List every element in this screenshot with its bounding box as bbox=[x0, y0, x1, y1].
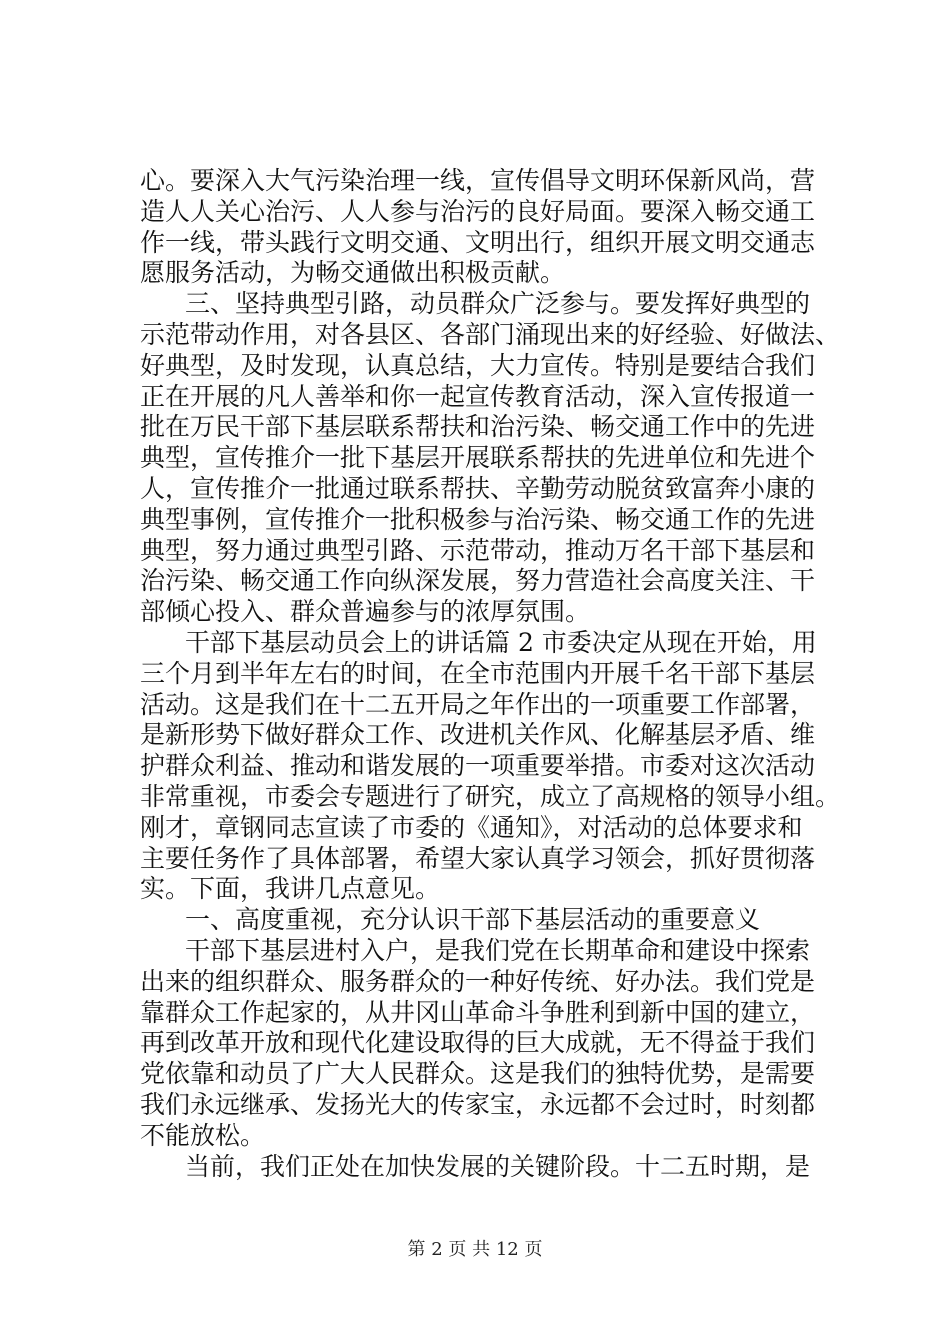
text-line: 主要任务作了具体部署，希望大家认真学习领会，抓好贯彻落 bbox=[140, 843, 816, 873]
text-line: 护群众利益、推动和谐发展的一项重要举措。市委对这次活动 bbox=[140, 751, 816, 781]
document-body bbox=[140, 166, 840, 1182]
text-line: 正在开展的凡人善举和你一起宣传教育活动，深入宣传报道一 bbox=[140, 381, 816, 411]
text-line: 心。要深入大气污染治理一线，宣传倡导文明环保新风尚，营 bbox=[140, 166, 816, 195]
text-line: 当前，我们正处在加快发展的关键阶段。十二五时期，是 bbox=[185, 1151, 811, 1181]
text-line: 干部下基层动员会上的讲话篇 2 市委决定从现在开始，用 bbox=[185, 627, 817, 657]
text-line: 三、坚持典型引路，动员群众广泛参与。要发挥好典型的 bbox=[185, 289, 811, 319]
text-line: 作一线，带头践行文明交通、文明出行，组织开展文明交通志 bbox=[140, 227, 816, 257]
page-footer: 第 2 页 共 12 页 bbox=[407, 1239, 543, 1260]
text-line: 三个月到半年左右的时间，在全市范围内开展千名干部下基层 bbox=[140, 658, 816, 688]
text-line: 活动。这是我们在十二五开局之年作出的一项重要工作部署， bbox=[140, 689, 816, 719]
text-line: 靠群众工作起家的，从井冈山革命斗争胜利到新中国的建立， bbox=[140, 997, 816, 1027]
text-line: 造人人关心治污、人人参与治污的良好局面。要深入畅交通工 bbox=[140, 196, 816, 226]
text-line: 人，宣传推介一批通过联系帮扶、辛勤劳动脱贫致富奔小康的 bbox=[140, 473, 816, 503]
text-line: 典型，努力通过典型引路、示范带动，推动万名干部下基层和 bbox=[140, 535, 816, 565]
text-line: 出来的组织群众、服务群众的一种好传统、好办法。我们党是 bbox=[140, 966, 816, 996]
text-line: 一、高度重视，充分认识干部下基层活动的重要意义 bbox=[185, 905, 761, 935]
text-line: 实。下面，我讲几点意见。 bbox=[140, 874, 441, 904]
text-line: 好典型，及时发现，认真总结，大力宣传。特别是要结合我们 bbox=[140, 350, 816, 380]
text-line: 刚才，章钢同志宣读了市委的《通知》，对活动的总体要求和 bbox=[140, 812, 803, 842]
text-line: 再到改革开放和现代化建设取得的巨大成就，无不得益于我们 bbox=[140, 1028, 816, 1058]
text-line: 典型事例，宣传推介一批积极参与治污染、畅交通工作的先进 bbox=[140, 504, 816, 534]
text-line: 干部下基层进村入户，是我们党在长期革命和建设中探索 bbox=[185, 935, 811, 965]
text-line: 是新形势下做好群众工作、改进机关作风、化解基层矛盾、维 bbox=[140, 720, 816, 750]
text-line: 愿服务活动，为畅交通做出积极贡献。 bbox=[140, 258, 566, 288]
text-line: 典型，宣传推介一批下基层开展联系帮扶的先进单位和先进个 bbox=[140, 443, 816, 473]
text-line: 非常重视，市委会专题进行了研究，成立了高规格的领导小组。 bbox=[140, 781, 841, 811]
text-line: 治污染、畅交通工作向纵深发展，努力营造社会高度关注、干 bbox=[140, 566, 816, 596]
text-line: 示范带动作用，对各县区、各部门涌现出来的好经验、好做法、 bbox=[140, 319, 841, 349]
text-line: 党依靠和动员了广大人民群众。这是我们的独特优势，是需要 bbox=[140, 1059, 816, 1089]
text-line: 不能放松。 bbox=[140, 1120, 266, 1150]
text-line: 部倾心投入、群众普遍参与的浓厚氛围。 bbox=[140, 597, 591, 627]
text-line: 我们永远继承、发扬光大的传家宝，永远都不会过时，时刻都 bbox=[140, 1089, 816, 1119]
text-line: 批在万民干部下基层联系帮扶和治污染、畅交通工作中的先进 bbox=[140, 412, 816, 442]
